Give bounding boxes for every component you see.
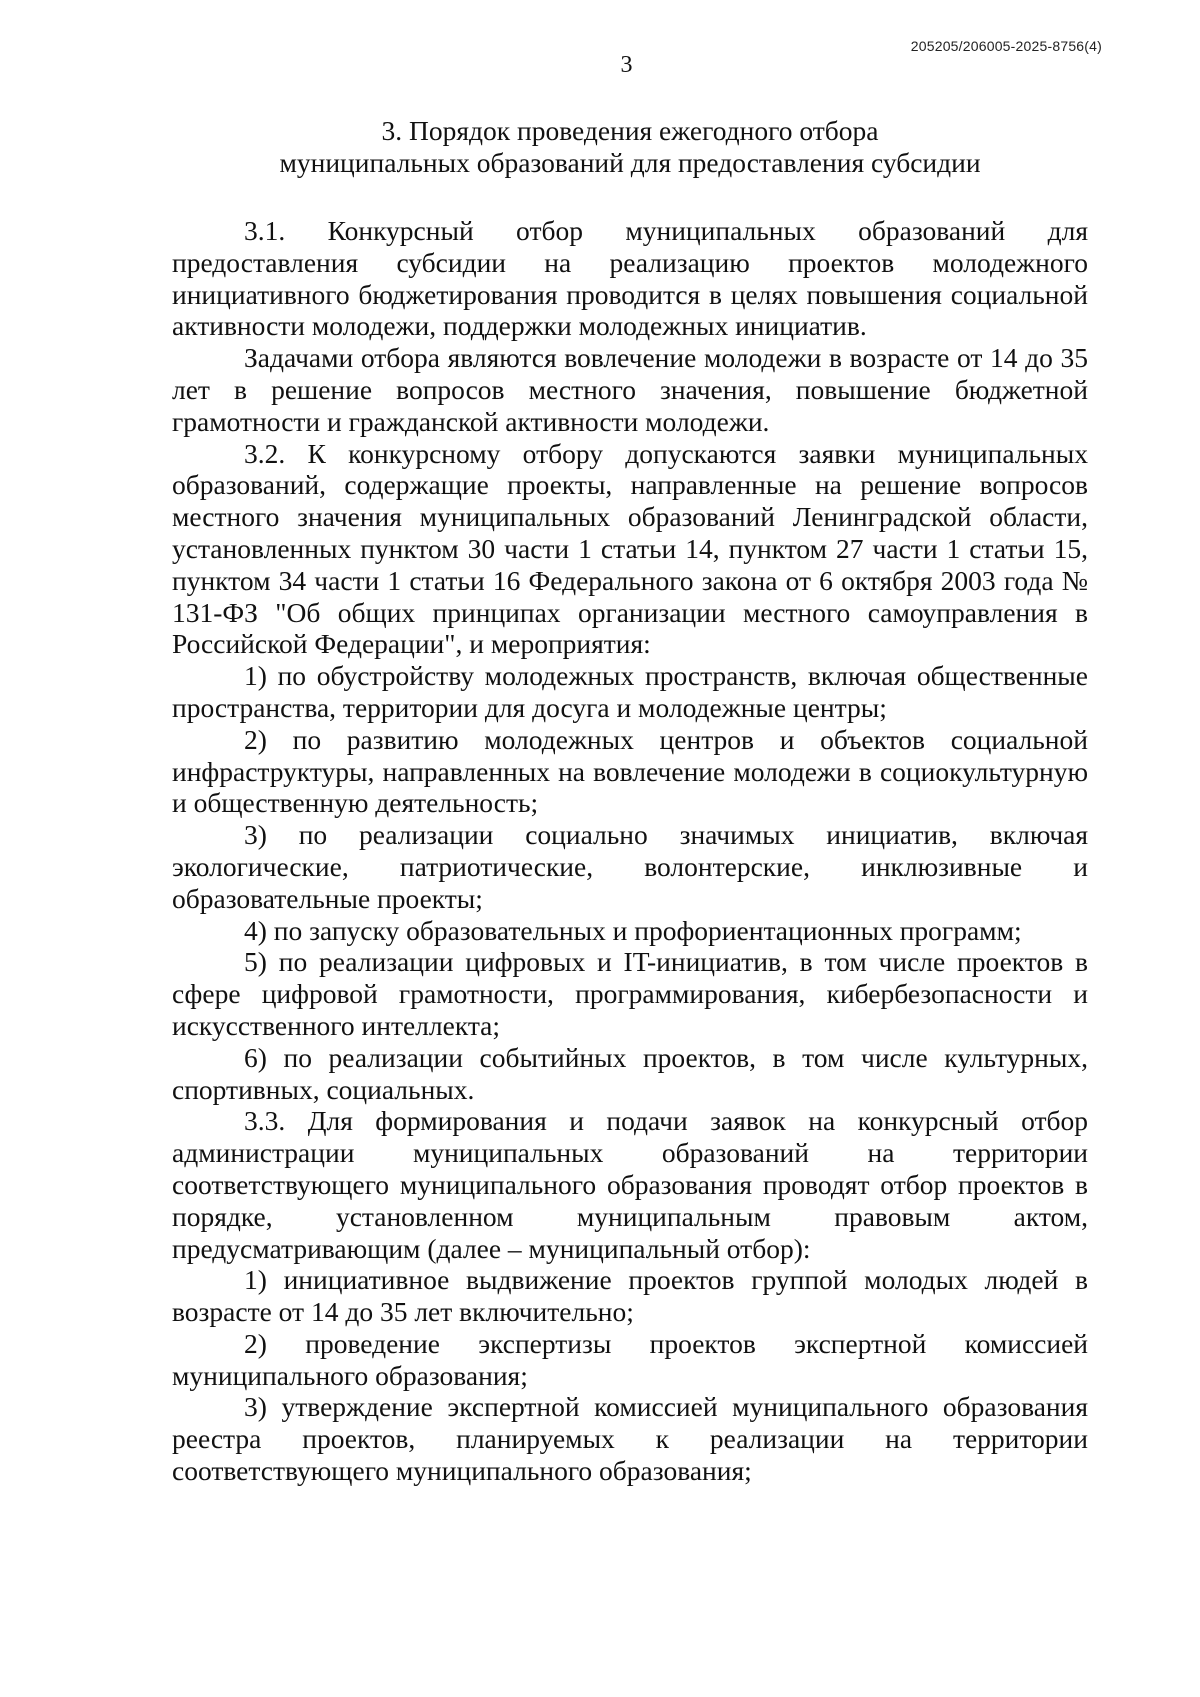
- page-number: 3: [620, 52, 633, 78]
- paragraph-3-3: 3.3. Для формирования и подачи заявок на конкурсный отбор администрации муниципальных образований на территории соответствующего муниципального образования проводят отбор проектов в порядке, установленном муниципальным правовым актом, предусматривающим (далее – муниципальный отбор):: [172, 1105, 1088, 1264]
- list-item-3-2-5: 5) по реализации цифровых и IT-инициатив, в том числе проектов в сфере цифровой грамотности, программирования, кибербезопасности и искусственного интеллекта;: [172, 946, 1088, 1041]
- list-item-3-3-3: 3) утверждение экспертной комиссией муниципального образования реестра проектов, планируемых к реализации на территории соответствующего муниципального образования;: [172, 1391, 1088, 1487]
- paragraph-3-1: 3.1. Конкурсный отбор муниципальных образований для предоставления субсидии на реализацию проектов молодежного инициативного бюджетирования проводится в целях повышения социальной активности молодежи, поддержки молодежных инициатив.: [172, 215, 1088, 342]
- section-title-line-2: муниципальных образований для предоставления субсидии: [279, 147, 981, 178]
- paragraph-3-2: 3.2. К конкурсному отбору допускаются заявки муниципальных образований, содержащие проекты, направленные на решение вопросов местного значения муниципальных образований Ленинградской области, установленных пунктом 30 части 1 статьи 14, пунктом 27 части 1 статьи 15, пунктом 34 части 1 статьи 16 Федерального закона от 6 октября 2003 года № 131-ФЗ "Об общих принципах организации местного самоуправления в Российской Федерации", и мероприятия:: [172, 437, 1088, 660]
- list-item-3-2-1: 1) по обустройству молодежных пространств, включая общественные пространства, территории для досуга и молодежные центры;: [172, 660, 1088, 723]
- section-title: [170, 115, 1090, 179]
- paragraph-selection-tasks: Задачами отбора являются вовлечение молодежи в возрасте от 14 до 35 лет в решение вопросов местного значения, повышение бюджетной грамотности и гражданской активности молодежи.: [172, 342, 1088, 437]
- list-item-3-3-2: 2) проведение экспертизы проектов экспертной комиссией муниципального образования;: [172, 1327, 1088, 1391]
- list-item-3-2-2: 2) по развитию молодежных центров и объектов социальной инфраструктуры, направленных на вовлечение молодежи в социокультурную и общественную деятельность;: [172, 723, 1088, 819]
- list-item-3-3-1: 1) инициативное выдвижение проектов группой молодых людей в возрасте от 14 до 35 лет включительно;: [172, 1264, 1088, 1328]
- document-registration-code: 205205/206005-2025-8756(4): [910, 38, 1102, 54]
- list-item-3-2-6: 6) по реализации событийных проектов, в том числе культурных, спортивных, социальных.: [172, 1041, 1088, 1105]
- section-title-line-1: 3. Порядок проведения ежегодного отбора: [381, 115, 879, 146]
- list-item-3-2-3: 3) по реализации социально значимых инициатив, включая экологические, патриотические, волонтерские, инклюзивные и образовательные проекты;: [172, 819, 1088, 914]
- list-item-3-2-4: 4) по запуску образовательных и профориентационных программ;: [244, 914, 1022, 946]
- document-body: [172, 215, 1088, 1487]
